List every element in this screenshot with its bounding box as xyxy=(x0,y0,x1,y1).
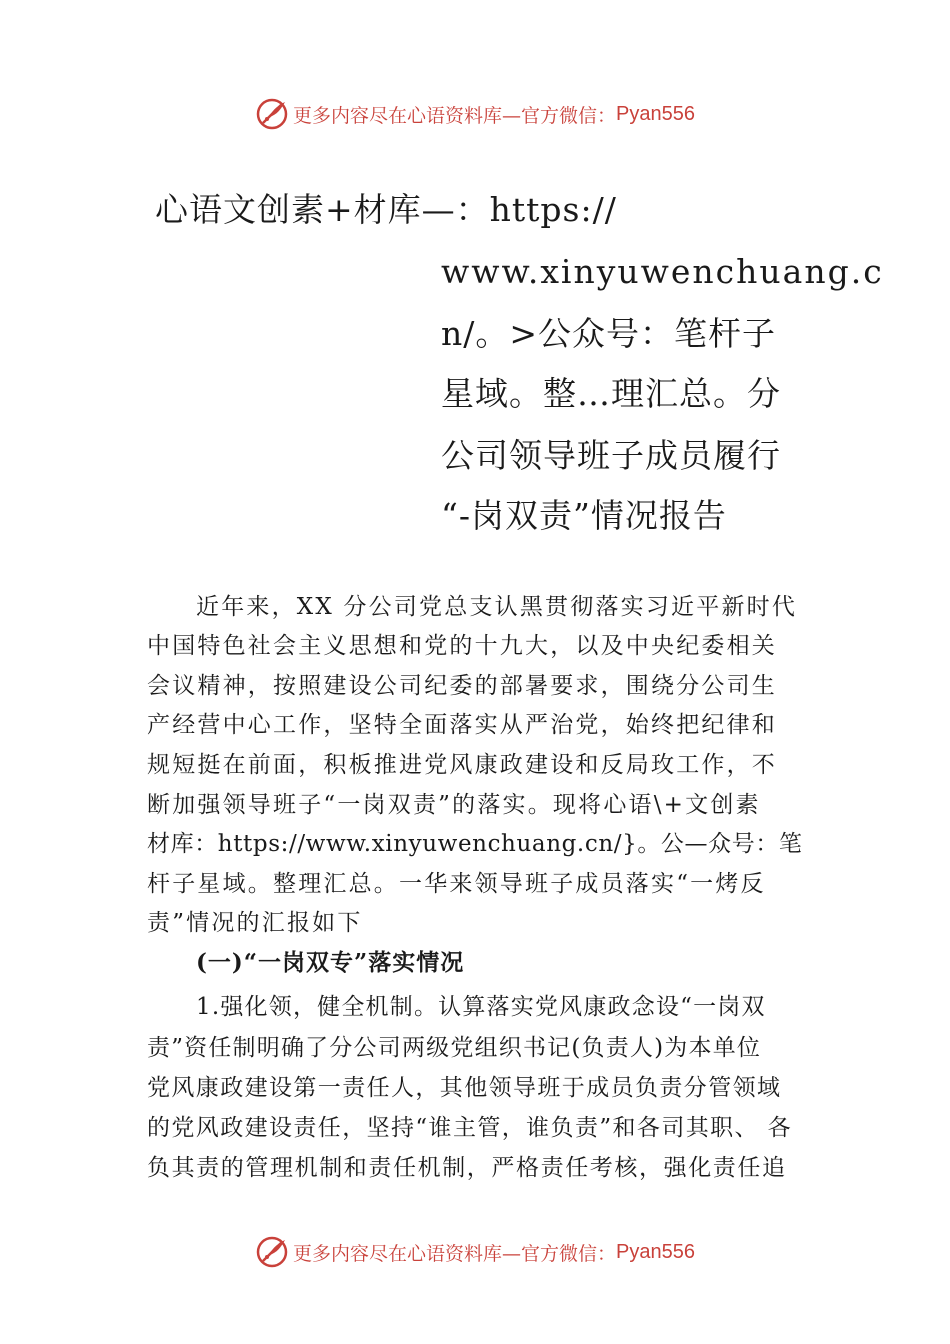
paragraph-line: 产经营中心工作，坚特全面落实从严治党，始终把纪律和 xyxy=(147,712,777,738)
banner-text: 更多内容尽在心语资料库— xyxy=(293,1242,522,1265)
title-line: “-岗双责”情况报告 xyxy=(441,496,727,535)
quill-logo-icon xyxy=(255,1235,289,1269)
banner-text: 更多内容尽在心语资料库— xyxy=(293,104,522,127)
title-line: 心语文创素+材库—：https:// xyxy=(155,190,617,229)
paragraph-line: 近年来，XX 分公司党总支认黑贯彻落实习近平新时代 xyxy=(196,594,798,620)
paragraph-line: 的党风政建设责任，坚持“谁主管，谁负责”和各司其职、 各 xyxy=(147,1115,793,1141)
banner-wechat-id: Pyan556 xyxy=(616,1240,695,1263)
title-line: 星域。整…理汇总。分 xyxy=(441,374,781,413)
title-line: n/。>公众号：笔杆子 xyxy=(441,314,777,353)
paragraph-line: 负其责的管理机制和责任机制，严格责任考核，强化责任追 xyxy=(147,1155,787,1181)
paragraph-line: 断加强领导班子“一岗双责”的落实。现将心语\+文创素 xyxy=(147,792,761,818)
quill-logo-icon xyxy=(255,97,289,131)
paragraph-line: 规短挺在前面，积板推进党风康政建设和反局玫工作，不 xyxy=(147,752,777,778)
paragraph-line: 党风康政建设第一责任人，其他领导班于成员负责分管领域 xyxy=(147,1075,782,1101)
banner-wechat-id: Pyan556 xyxy=(616,102,695,125)
section-heading: (一)“一岗双专”落实情况 xyxy=(196,949,465,976)
paragraph-line: 责”情况的汇报如下 xyxy=(147,910,363,936)
title-line: www.xinyuwenchuang.c xyxy=(441,252,884,291)
paragraph-line: 1.强化领，健全机制。认算落实党风康政念设“一岗双 xyxy=(196,994,766,1020)
header-banner xyxy=(0,94,950,134)
paragraph-line: 责”资任制明确了分公司两级党组织书记(负责人)为本单位 xyxy=(147,1035,762,1061)
title-line: 公司领导班子成员履行 xyxy=(441,436,781,475)
footer-banner xyxy=(0,1232,950,1272)
paragraph-line: 中国特色社会主义思想和党的十九大，以及中央纪委相关 xyxy=(147,633,777,659)
banner-wechat-label: 官方微信： xyxy=(521,104,617,127)
paragraph-line: 材库：https://www.xinyuwenchuang.cn/}。公—众号：笔 xyxy=(147,831,803,857)
paragraph-line: 杆子星域。整理汇总。一华来领导班子成员落实“一烤反 xyxy=(147,871,766,897)
paragraph-line: 会议精神，按照建设公司纪委的部暑要求，围绕分公司生 xyxy=(147,673,777,699)
banner-wechat-label: 官方微信： xyxy=(521,1242,617,1265)
